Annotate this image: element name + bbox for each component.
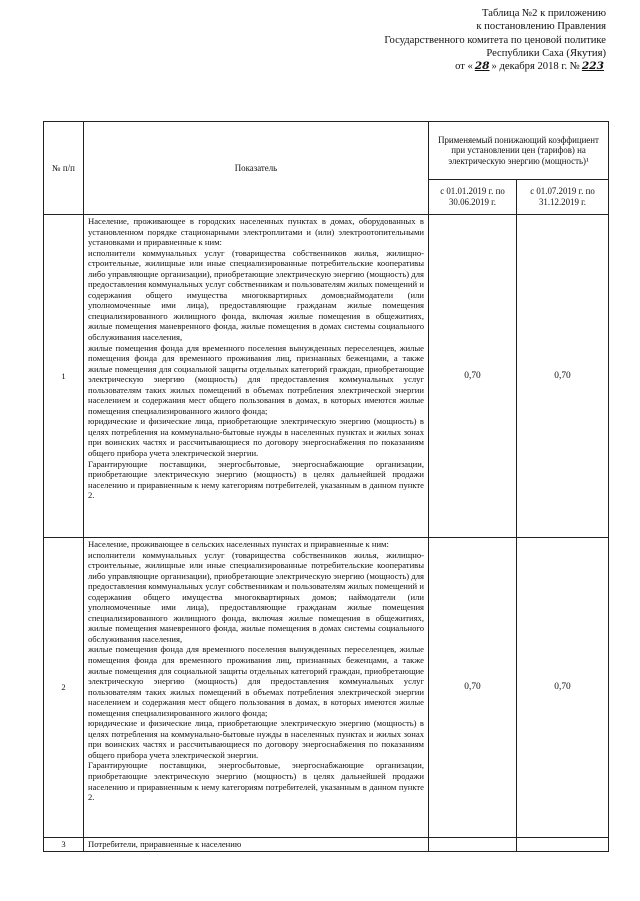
- row-number: 2: [44, 538, 84, 838]
- indicator-paragraph: юридические и физические лица, приобретающие электрическую энергию (мощность) в целях потребления на коммунально-бытовые нужды в населенных пунктах и жилых зонах при воинских частях и рассчитывающиеся по договору энергоснабжения по показаниям общего прибора учета электрической энергии.: [88, 416, 424, 459]
- indicator-paragraph: жилые помещения фонда для временного поселения вынужденных переселенцев, жилые помещения фонда для временного проживания лиц, признанных беженцами, а также жилые помещения для социальной защиты отдельных категорий граждан, приобретающие электрическую энергию (мощность) для предоставления коммунальных услуг пользователям таких жилых помещений в объемах потребления электрической энергии населением и содержания мест общего пользования в домах, в которых имеются жилые помещения специализированного жилого фонда;: [88, 644, 424, 718]
- row-indicator-text: [84, 538, 429, 838]
- row-number: 1: [44, 215, 84, 538]
- header-coefficient: Применяемый понижающий коэффициент при установлении цен (тарифов) на электрическую энергию (мощность)¹: [429, 122, 609, 180]
- row-value-period-2: [517, 838, 609, 852]
- document-number-handwritten: 223: [581, 60, 604, 73]
- document-header: [384, 7, 606, 73]
- date-prefix: от «: [455, 61, 473, 73]
- header-line-4: Республики Саха (Якутия): [486, 47, 606, 59]
- indicator-paragraph: Население, проживающее в сельских населенных пунктах и приравненные к ним:: [88, 539, 389, 549]
- row-value-period-1: [429, 838, 517, 852]
- row-indicator-text: [84, 838, 429, 852]
- header-period-2: с 01.07.2019 г. по 31.12.2019 г.: [517, 180, 609, 215]
- row-number: 3: [44, 838, 84, 852]
- row-value-period-2: 0,70: [517, 215, 609, 538]
- header-num: № п/п: [44, 122, 84, 215]
- row-indicator-text: [84, 215, 429, 538]
- header-period-1: с 01.01.2019 г. по 30.06.2019 г.: [429, 180, 517, 215]
- indicator-paragraph: Население, проживающее в городских населенных пунктах в домах, оборудованных в установленном порядке стационарными электроплитами и (или) электроотопительными установками и приравненные к ним:: [88, 216, 424, 248]
- header-line-1: Таблица №2 к приложению: [482, 8, 606, 19]
- header-date-line: [384, 60, 606, 73]
- coefficient-table: [43, 121, 609, 852]
- header-line-2: к постановлению Правления: [476, 21, 606, 33]
- indicator-paragraph: юридические и физические лица, приобретающие электрическую энергию (мощность) в целях потребления на коммунально-бытовые нужды в населенных пунктах и жилых зонах при воинских частях и рассчитывающиеся по договору энергоснабжения по показаниям общего прибора учета электрической энергии.: [88, 718, 424, 760]
- header-indicator: Показатель: [84, 122, 429, 215]
- indicator-paragraph: Гарантирующие поставщики, энергосбытовые, энергоснабжающие организации, приобретающие электрическую энергию (мощность) в целях дальнейшей продажи населению и приравненным к нему категориям потребителей, указанным в данном пункте 2.: [88, 760, 424, 803]
- indicator-paragraph: Потребители, приравненные к населению: [88, 839, 242, 849]
- table-row: [44, 838, 609, 852]
- header-line-3: Государственного комитета по ценовой политике: [384, 34, 606, 46]
- indicator-paragraph: исполнители коммунальных услуг (товарищества собственников жилья, жилищно-строительные, жилищные или иные специализированные потребительские кооперативы либо управляющие организации), приобретающие электрическую энергию (мощность) для предоставления коммунальных услуг собственникам и пользователям жилых помещений и содержания общего имущества многоквартирных домов;наймодатели (или уполномоченные ими лица), предоставляющие гражданам жилые помещения специализированного жилищного фонда, включая жилые помещения в общежитиях, жилые помещения маневренного фонда, жилые помещения в домах системы социального обслуживания населения,: [88, 247, 424, 343]
- table-row: [44, 215, 609, 538]
- date-mid: » декабря 2018 г. №: [491, 61, 580, 73]
- indicator-paragraph: жилые помещения фонда для временного поселения вынужденных переселенцев, жилые помещения фонда для временного проживания лиц, признанных беженцами, а также жилые помещения для социальной защиты отдельных категорий граждан, приобретающие электрическую энергию (мощность) для предоставления коммунальных услуг пользователям таких жилых помещений в объемах потребления электрической энергии населением и содержания мест общего пользования в домах, в которых имеются жилые помещения специализированного жилого фонда;: [88, 342, 424, 416]
- row-value-period-1: 0,70: [429, 215, 517, 538]
- indicator-paragraph: исполнители коммунальных услуг (товарищества собственников жилья, жилищно-строительные, жилищные или иные специализированные потребительские кооперативы либо управляющие организации), приобретающие электрическую энергию (мощность) для предоставления коммунальных услуг собственникам и пользователям жилых помещений и содержания общего имущества многоквартирных домов; наймодатели (или уполномоченные ими лица), предоставляющие гражданам жилые помещения специализированного жилищного фонда, включая жилые помещения в общежитиях, жилые помещения маневренного фонда, жилые помещения в домах системы социального обслуживания населения,: [88, 549, 424, 644]
- indicator-paragraph: Гарантирующие поставщики, энергосбытовые, энергоснабжающие организации, приобретающие электрическую энергию (мощность) в целях дальнейшей продажи населению и приравненным к нему категориям потребителей, указанным в данном пункте 2.: [88, 458, 424, 501]
- date-day-handwritten: 28: [474, 60, 490, 73]
- table-row: [44, 538, 609, 838]
- row-value-period-1: 0,70: [429, 538, 517, 838]
- row-value-period-2: 0,70: [517, 538, 609, 838]
